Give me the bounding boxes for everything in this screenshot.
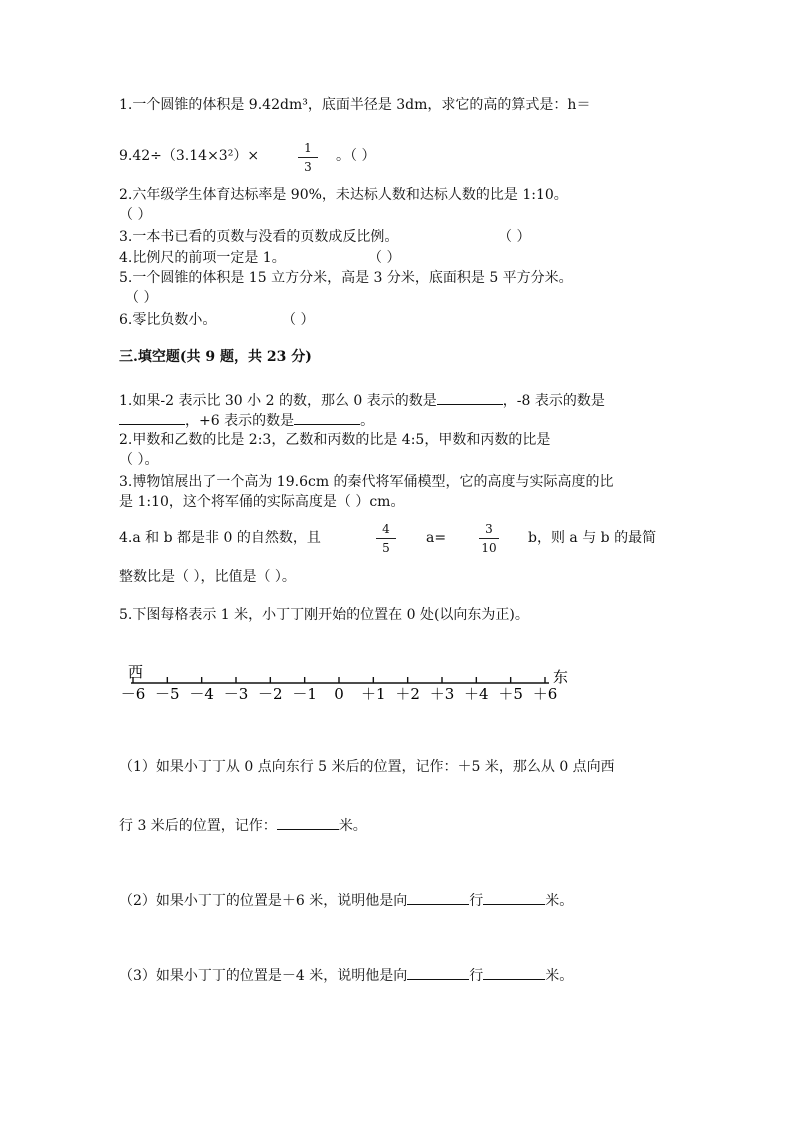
s3-q5-sub2-text-b: 行 xyxy=(469,893,484,909)
fraction-numerator: 3 xyxy=(485,522,493,536)
judge-q6-text: 6.零比负数小。 xyxy=(119,312,217,328)
s3-q5-sub1-line2 xyxy=(119,815,367,835)
s3-q2-line2: （ ）。 xyxy=(119,452,159,468)
s3-q3-line2: 是 1:10，这个将军俑的实际高度是（ ）cm。 xyxy=(119,494,405,510)
s3-q3-line1: 3.博物馆展出了一个高为 19.6cm 的秦代将军俑模型，它的高度与实际高度的比 xyxy=(119,474,614,490)
s3-q5-sub1-line1: （1）如果小丁丁从 0 点向东行 5 米后的位置，记作：＋5 米，那么从 0 点向西 xyxy=(119,759,615,775)
number-line-tick-label: ＋2 xyxy=(395,685,420,703)
number-line-tick-label: －6 xyxy=(120,685,146,703)
judge-q4-text: 4.比例尺的前项一定是 1。 xyxy=(119,250,286,266)
fraction-numerator: 4 xyxy=(382,522,390,536)
s3-q5-sub3-text-b: 行 xyxy=(469,968,484,984)
number-line-tick-label: －3 xyxy=(223,685,249,703)
judge-q3-paren: （ ） xyxy=(498,229,531,245)
number-line-tick-label: －1 xyxy=(292,685,317,703)
number-line-tick-label: －2 xyxy=(258,685,283,703)
number-line-tick-label: －5 xyxy=(155,685,180,703)
judge-q1-line2b: 。（ ） xyxy=(336,148,376,164)
s3-q1-text-c: ，+6 表示的数是 xyxy=(185,413,295,429)
judge-q6-paren: （ ） xyxy=(282,312,315,328)
judge-q1-line2a: 9.42÷（3.14×3²）× xyxy=(119,148,260,164)
judge-q2-line1: 2.六年级学生体育达标率是 90%，未达标人数和达标人数的比是 1:10。 xyxy=(119,187,568,203)
s3-q2-line1: 2.甲数和乙数的比是 2:3，乙数和丙数的比是 4:5，甲数和丙数的比是 xyxy=(119,432,551,448)
answer-blank[interactable] xyxy=(407,965,469,980)
s3-q5-sub2 xyxy=(119,890,573,910)
s3-q5-sub3-text-a: （3）如果小丁丁的位置是－4 米，说明他是向 xyxy=(119,968,408,984)
number-line-tick-label: ＋3 xyxy=(429,685,455,703)
s3-q1-text-b: ，-8 表示的数是 xyxy=(502,393,605,409)
s3-q5-sub3 xyxy=(119,965,573,985)
s3-q4-line2: 整数比是（ ），比值是（ ）。 xyxy=(119,569,296,585)
s3-q5-sub3-text-c: 米。 xyxy=(545,968,574,984)
s3-q4-text-mid: a= xyxy=(426,530,447,546)
s3-q5-intro: 5.下图每格表示 1 米，小丁丁刚开始的位置在 0 处(以向东为正)。 xyxy=(119,607,529,623)
s3-q1-text-d: 。 xyxy=(360,413,375,429)
answer-blank[interactable] xyxy=(407,890,469,905)
number-line-tick-label: 0 xyxy=(334,685,344,703)
answer-blank[interactable] xyxy=(483,890,545,905)
s3-q5-sub2-text-a: （2）如果小丁丁的位置是＋6 米，说明他是向 xyxy=(119,893,408,909)
number-line-tick-label: ＋6 xyxy=(532,685,558,703)
s3-q4-text-b: b，则 a 与 b 的最简 xyxy=(528,530,657,546)
judge-q4-paren: （ ） xyxy=(368,250,401,266)
judge-q1-line1: 1.一个圆锥的体积是 9.42dm³，底面半径是 3dm，求它的高的算式是：h＝ xyxy=(119,97,591,113)
number-line-tick-label: ＋5 xyxy=(498,685,523,703)
fraction-denominator: 5 xyxy=(382,541,390,555)
west-label: 西 xyxy=(128,663,144,681)
judge-q5-line1: 5.一个圆锥的体积是 15 立方分米，高是 3 分米，底面积是 5 平方分米。 xyxy=(119,270,573,286)
s3-q5-sub2-text-c: 米。 xyxy=(545,893,574,909)
east-label: 东 xyxy=(553,668,569,686)
answer-blank[interactable] xyxy=(277,815,339,830)
judge-q5-line2: （ ） xyxy=(125,290,158,306)
answer-blank[interactable] xyxy=(483,965,545,980)
s3-q4-text-a: 4.a 和 b 都是非 0 的自然数，且 xyxy=(119,530,321,546)
judge-q3-text: 3.一本书已看的页数与没看的页数成反比例。 xyxy=(119,229,399,245)
number-line-tick-label: ＋4 xyxy=(464,685,489,703)
fraction-denominator: 10 xyxy=(481,541,497,555)
number-line-tick-label: ＋1 xyxy=(361,685,386,703)
section3-heading: 三.填空题(共 9 题，共 23 分) xyxy=(119,349,312,365)
s3-q1-text-a: 1.如果-2 表示比 30 小 2 的数，那么 0 表示的数是 xyxy=(119,393,437,409)
s3-q5-sub1-text-b: 米。 xyxy=(338,818,367,834)
number-line-tick-label: －4 xyxy=(189,685,214,703)
judge-q2-line2: （ ） xyxy=(119,207,152,223)
s3-q5-sub1-text-a: 行 3 米后的位置，记作： xyxy=(119,818,277,834)
number-line xyxy=(121,677,558,703)
fraction-numerator: 1 xyxy=(304,141,312,155)
fraction-denominator: 3 xyxy=(304,160,312,174)
